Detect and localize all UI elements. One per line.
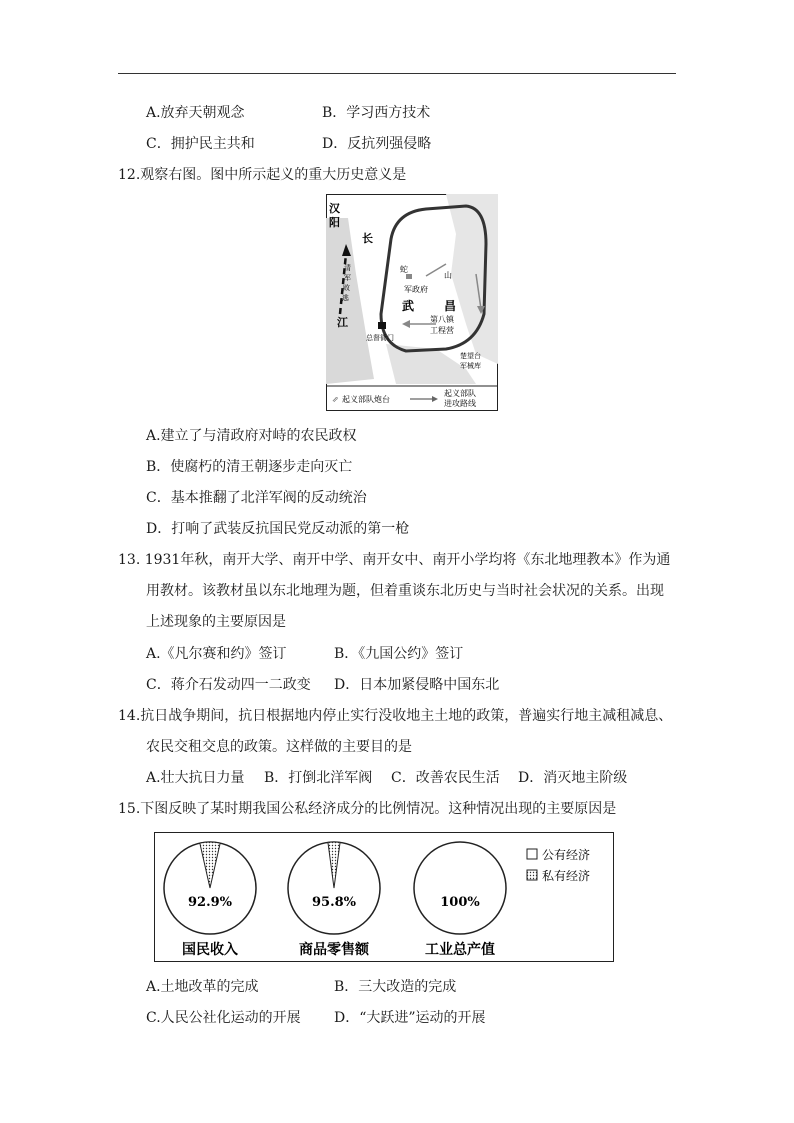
map-label-jun: 军	[344, 274, 351, 282]
q11-option-a[interactable]: A.放弃天朝观念	[146, 105, 245, 121]
map-label-han: 汉	[329, 202, 340, 215]
q13-line-3: 上述现象的主要原因是	[146, 614, 286, 630]
legend-public-label: 公有经济	[542, 848, 591, 862]
map-label-junxieku: 军械库	[460, 362, 481, 370]
pie-1-value-label: 92.9%	[187, 895, 233, 910]
q14-line-1: 14.抗日战争期间，抗日根据地内停止实行没收地主土地的政策，普遍实行地主减租减息、	[118, 708, 673, 724]
map-label-chang2: 昌	[444, 299, 457, 313]
q13-line-1: 13. 1931年秋，南开大学、南开中学、南开女中、南开小学均将《东北地理教本》作为通	[118, 552, 671, 568]
pie-3-value-label: 100%	[440, 895, 480, 910]
map-legend-route2: 进攻路线	[444, 399, 476, 408]
pie-2-value-label: 95.8%	[311, 895, 357, 910]
map-legend-paotai: 起义部队炮台	[342, 395, 390, 404]
q13-option-d[interactable]: D．日本加紧侵略中国东北	[334, 677, 500, 693]
map-label-qing: 清	[344, 264, 351, 272]
map-label-zongdu: 总督衙门	[366, 334, 394, 342]
q14-option-a[interactable]: A.壮大抗日力量	[146, 770, 245, 786]
q12-option-d[interactable]: D．打响了武装反抗国民党反动派的第一枪	[146, 521, 410, 537]
q15-option-b[interactable]: B．三大改造的完成	[334, 979, 457, 995]
map-legend-paotai-icon: ⇗	[332, 395, 339, 404]
map-label-junzhengfu: 军政府	[404, 285, 428, 294]
map-label-wu: 武	[402, 299, 415, 313]
q15-stem: 15.下图反映了某时期我国公私经济成分的比例情况。这种情况出现的主要原因是	[118, 801, 617, 817]
map-label-gongchengying: 工程营	[430, 326, 454, 335]
q13-option-b[interactable]: B．《九国公约》签订	[334, 646, 464, 662]
header-rule	[118, 73, 676, 74]
q12-stem: 12.观察右图。图中所示起义的重大历史意义是	[118, 167, 407, 183]
q12-option-a[interactable]: A.建立了与清政府对峙的农民政权	[146, 428, 357, 444]
wuchang-uprising-map	[326, 194, 498, 411]
map-label-dibazhen: 第八镇	[430, 315, 454, 324]
economy-pie-charts	[154, 832, 614, 962]
q14-line-2: 农民交租交息的政策。这样做的主要目的是	[146, 739, 412, 755]
map-label-jiang: 江	[337, 316, 348, 329]
q14-option-c[interactable]: C．改善农民生活	[391, 770, 500, 786]
q11-option-d[interactable]: D．反抗列强侵略	[322, 136, 432, 152]
q11-option-c[interactable]: C．拥护民主共和	[146, 136, 255, 152]
map-label-yang: 阳	[329, 216, 340, 229]
q13-option-c[interactable]: C．蒋介石发动四一二政变	[146, 677, 311, 693]
map-label-bai: 败	[343, 284, 350, 292]
legend-public-swatch	[527, 849, 537, 859]
q12-option-c[interactable]: C．基本推翻了北洋军阀的反动统治	[146, 490, 367, 506]
q14-option-d[interactable]: D．消灭地主阶级	[518, 770, 628, 786]
map-label-chang: 长	[362, 232, 373, 245]
q13-option-a[interactable]: A.《凡尔赛和约》签订	[146, 646, 287, 662]
q13-line-2: 用教材。该教材虽以东北地理为题，但着重谈东北历史与当时社会状况的关系。出现	[146, 583, 664, 599]
map-label-shan: 山	[444, 271, 452, 280]
pie-2-category-label: 商品零售额	[299, 942, 369, 958]
q14-option-b[interactable]: B．打倒北洋军阀	[264, 770, 373, 786]
q12-option-b[interactable]: B．使腐朽的清王朝逐步走向灭亡	[146, 459, 353, 475]
q15-option-a[interactable]: A.土地改革的完成	[146, 979, 259, 995]
pie-1-category-label: 国民收入	[182, 942, 238, 958]
map-label-tao: 逃	[342, 294, 349, 302]
legend-private-label: 私有经济	[542, 869, 591, 883]
pie-3-public-slice	[414, 842, 506, 934]
map-label-she: 蛇	[400, 265, 408, 274]
q15-option-c[interactable]: C.人民公社化运动的开展	[146, 1010, 301, 1026]
q11-option-b[interactable]: B．学习西方技术	[322, 105, 431, 121]
pie-3-category-label: 工业总产值	[425, 942, 495, 958]
map-label-chuwangtai: 楚望台	[460, 352, 481, 360]
map-legend-route1: 起义部队	[444, 389, 476, 398]
q15-option-d[interactable]: D．“大跃进”运动的开展	[334, 1010, 486, 1026]
legend-private-swatch	[527, 870, 537, 880]
